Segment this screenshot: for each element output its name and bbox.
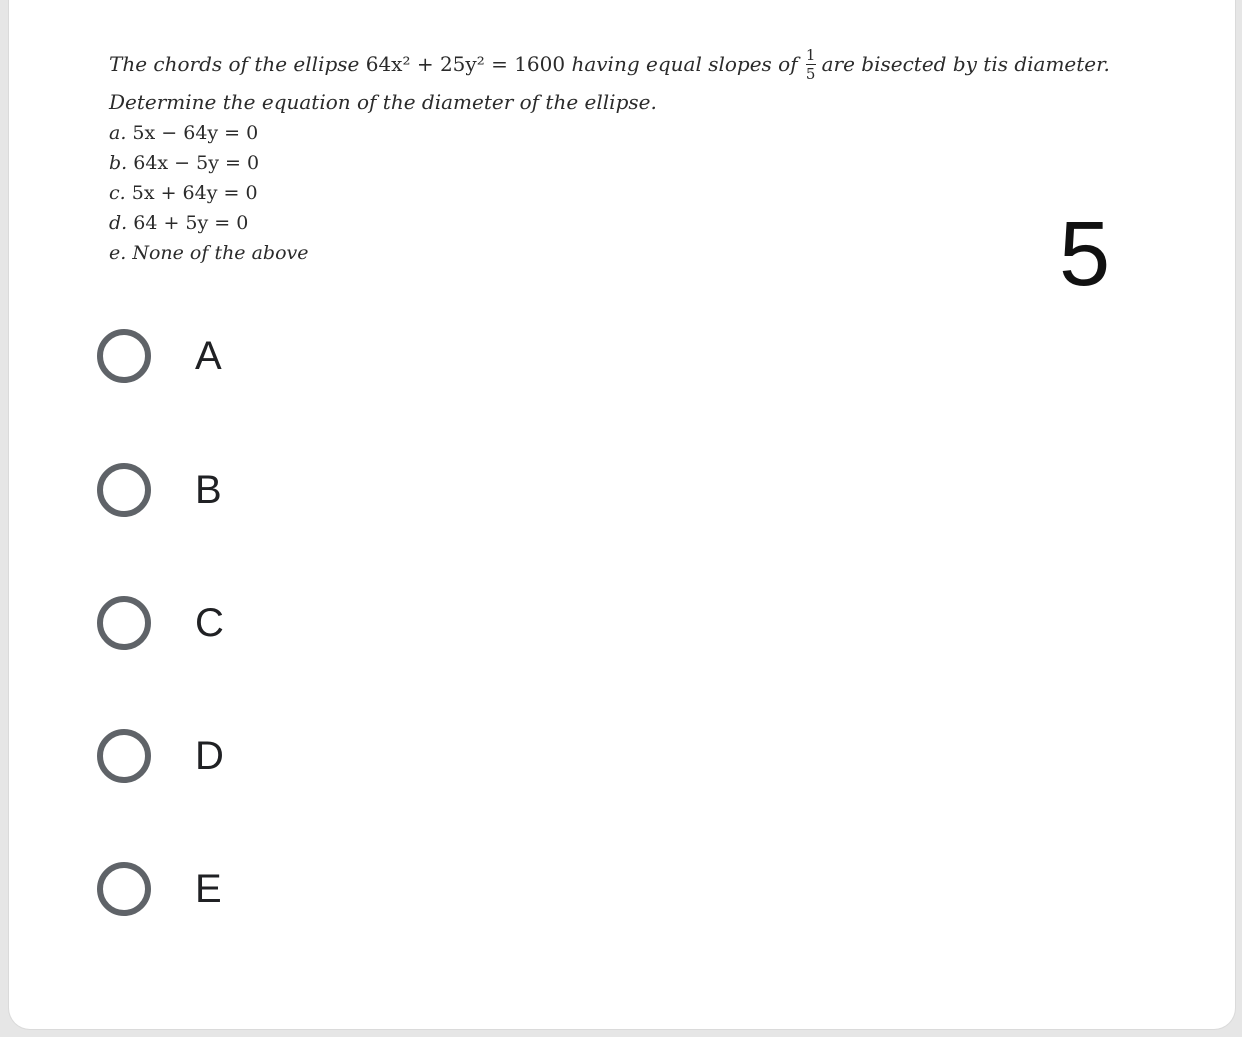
choice-e[interactable] bbox=[97, 856, 222, 922]
question-slope-text: having equal slopes of bbox=[571, 52, 798, 76]
fraction-denominator: 5 bbox=[805, 64, 816, 83]
question-intro-text: The chords of the ellipse bbox=[109, 52, 360, 76]
question-bisect-text: are bisected by tis diameter. bbox=[821, 52, 1110, 76]
radio-unchecked-icon[interactable] bbox=[97, 596, 151, 650]
slope-fraction bbox=[806, 47, 816, 82]
radio-unchecked-icon[interactable] bbox=[97, 862, 151, 916]
answer-option-b: b. 64x − 5y = 0 bbox=[109, 152, 260, 174]
choice-b[interactable] bbox=[97, 457, 222, 523]
radio-unchecked-icon[interactable] bbox=[97, 729, 151, 783]
choice-label: A bbox=[195, 333, 222, 378]
choice-a[interactable] bbox=[97, 323, 222, 389]
answer-option-c: c. 5x + 64y = 0 bbox=[109, 182, 258, 204]
choice-label: C bbox=[195, 600, 224, 645]
radio-unchecked-icon[interactable] bbox=[97, 329, 151, 383]
question-number: 5 bbox=[1059, 203, 1111, 305]
choice-label: E bbox=[195, 866, 222, 911]
choice-c[interactable] bbox=[97, 590, 224, 656]
answer-options-list bbox=[109, 118, 1219, 268]
radio-unchecked-icon[interactable] bbox=[97, 463, 151, 517]
answer-option-a: a. 5x − 64y = 0 bbox=[109, 122, 259, 144]
question-card bbox=[8, 0, 1236, 1030]
question-text-block bbox=[109, 36, 1219, 268]
answer-option-d: d. 64 + 5y = 0 bbox=[109, 212, 249, 234]
fraction-numerator: 1 bbox=[805, 45, 816, 64]
question-line-2: Determine the equation of the diameter of the ellipse. bbox=[109, 90, 657, 114]
choice-label: D bbox=[195, 733, 224, 778]
ellipse-equation: 64x² + 25y² = 1600 bbox=[365, 52, 566, 76]
choice-label: B bbox=[195, 467, 222, 512]
question-line-1 bbox=[109, 36, 1219, 92]
answer-option-e: e. None of the above bbox=[109, 242, 309, 264]
choice-d[interactable] bbox=[97, 723, 224, 789]
